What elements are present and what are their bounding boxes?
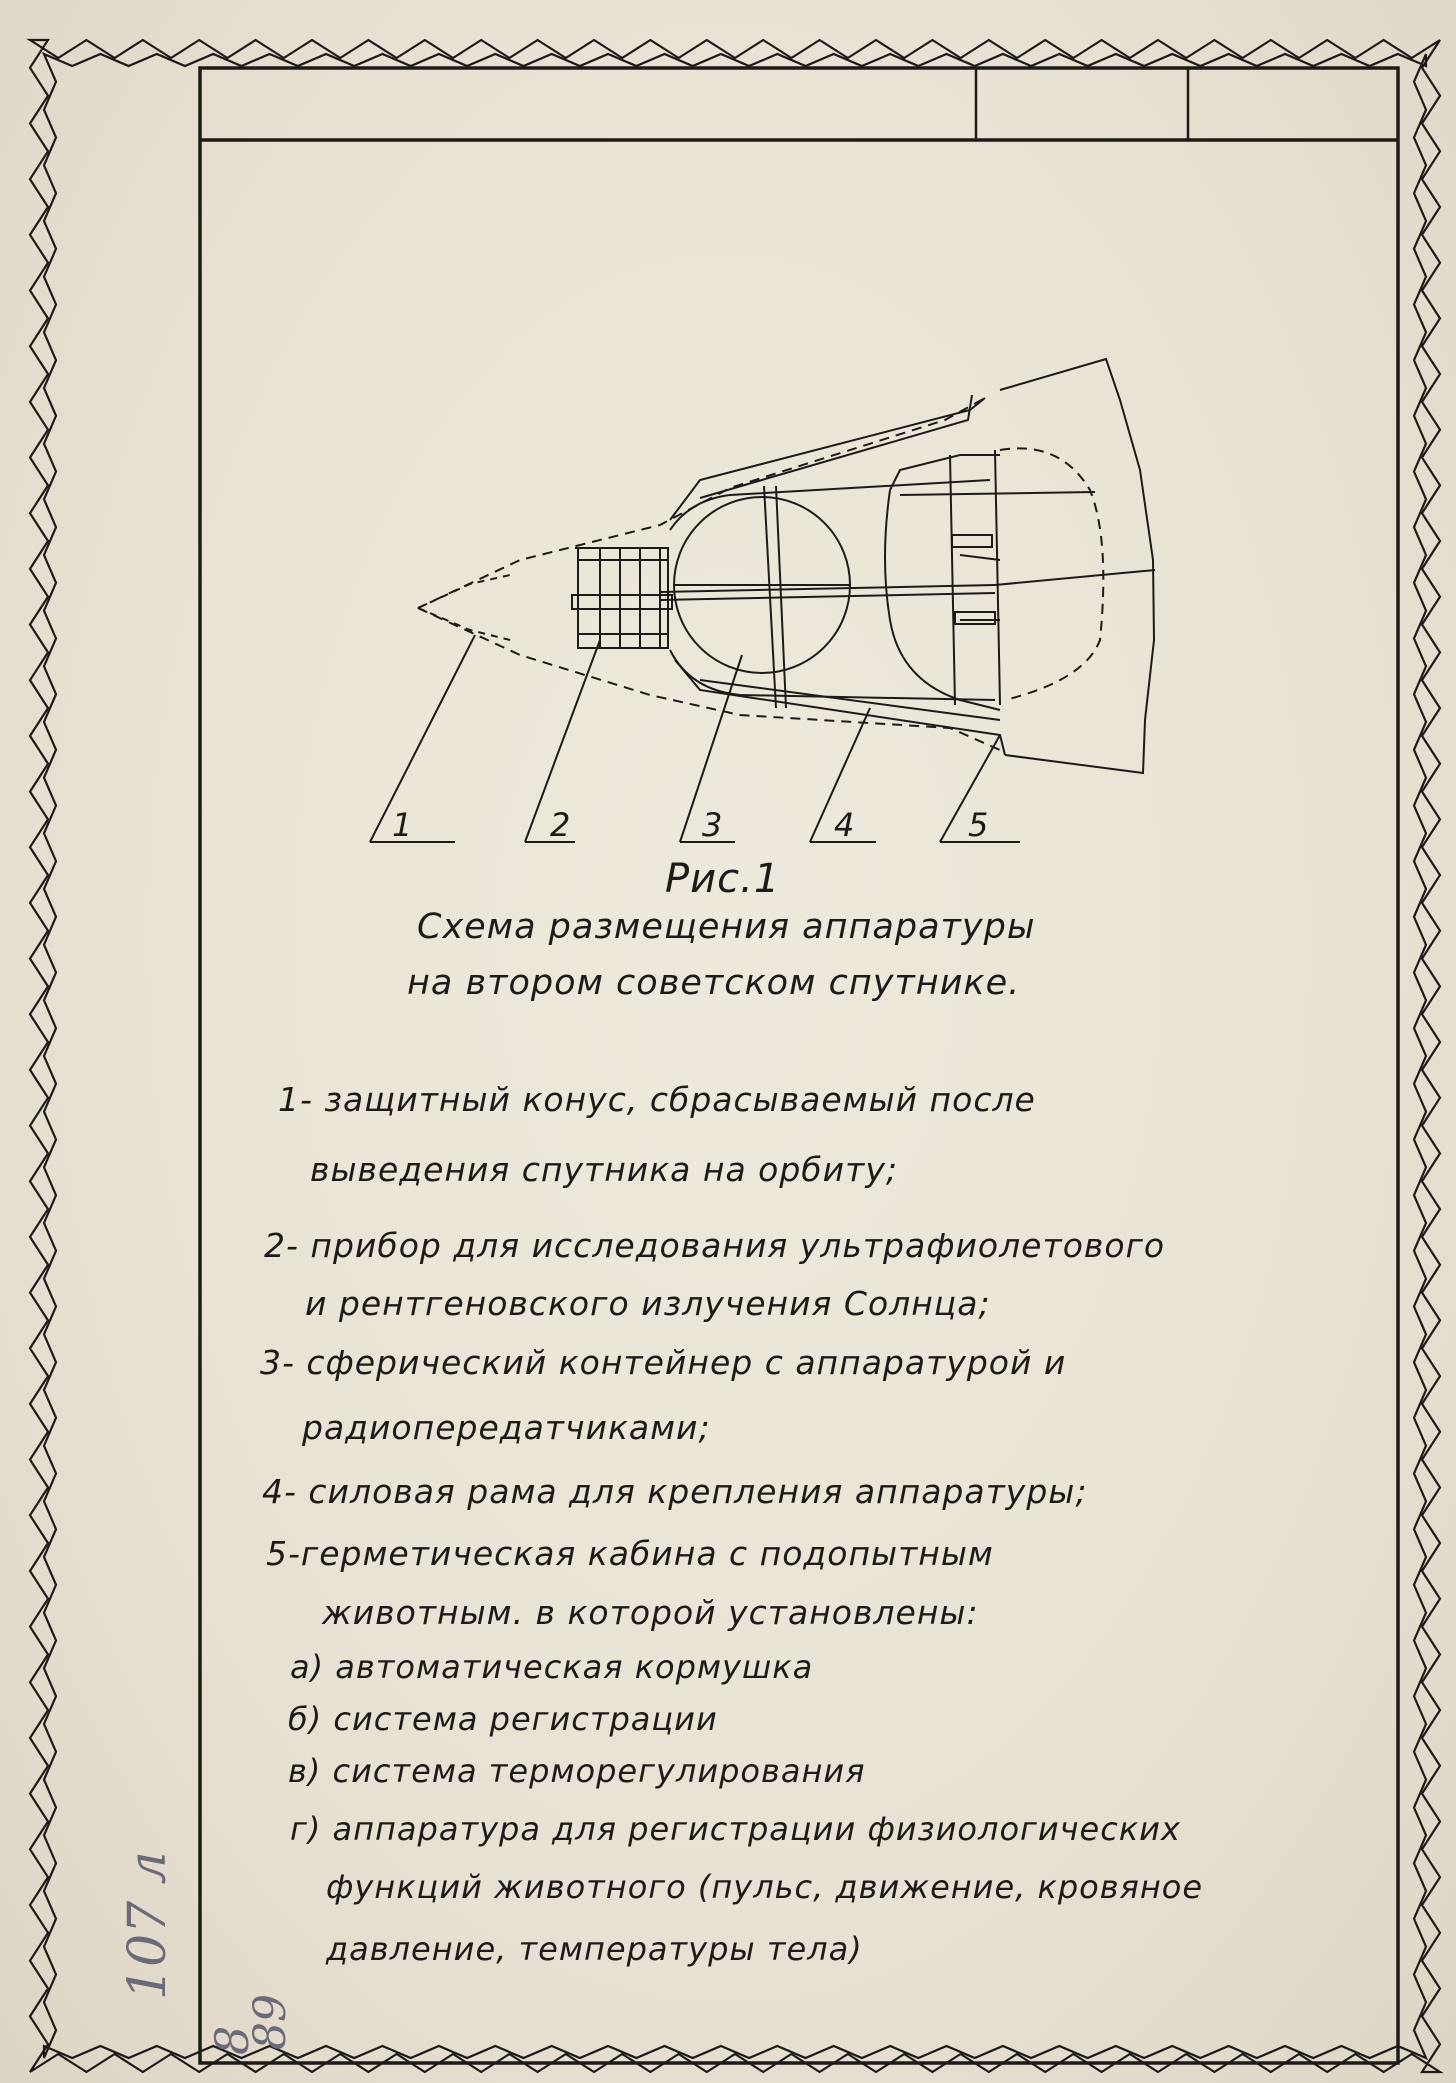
uv-instrument xyxy=(572,548,672,648)
margin-note-2: 8 xyxy=(205,2025,259,2055)
callout-3: 3 xyxy=(702,806,724,844)
legend-line-7: 4- силовая рама для крепления аппаратуры; xyxy=(262,1472,1088,1511)
pressure-cabin xyxy=(885,448,1103,710)
figure-title: Рис.1 xyxy=(665,856,781,902)
power-frame xyxy=(660,480,1155,708)
figure-caption-line1: Схема размещения аппаратуры xyxy=(417,907,1036,947)
legend-line-8: 5-герметическая кабина с подопытным xyxy=(266,1534,994,1573)
legend-line-4: и рентгеновского излучения Солнца; xyxy=(305,1284,991,1323)
sub-item-d: г) аппаратура для регистрации физиологических xyxy=(290,1810,1181,1848)
figure-caption-line2: на втором советском спутнике. xyxy=(407,963,1021,1003)
callout-2: 2 xyxy=(550,806,572,844)
callout-5: 5 xyxy=(968,806,990,844)
legend-line-5: 3- сферический контейнер с аппаратурой и xyxy=(260,1343,1067,1382)
satellite-diagram xyxy=(370,359,1155,842)
callout-4: 4 xyxy=(834,806,856,844)
margin-note-sheet-count: 107 л xyxy=(118,1851,178,2000)
sub-item-d-cont2: давление, температуры тела) xyxy=(326,1930,863,1968)
sub-item-b: б) система регистрации xyxy=(288,1700,718,1738)
sub-item-c: в) система терморегулирования xyxy=(288,1752,866,1790)
frame-top xyxy=(670,398,985,520)
sub-item-a: а) автоматическая кормушка xyxy=(290,1648,814,1686)
leader-lines xyxy=(370,635,1020,842)
callout-1: 1 xyxy=(392,806,414,844)
legend-line-9: животным. в которой установлены: xyxy=(322,1593,979,1632)
legend-line-1: 1- защитный конус, сбрасываемый после xyxy=(278,1080,1036,1119)
margin-note-3: 89 xyxy=(245,1994,296,2050)
legend-line-3: 2- прибор для исследования ультрафиолетового xyxy=(264,1226,1166,1265)
cabin-outline xyxy=(1000,359,1154,773)
legend-line-6: радиопередатчиками; xyxy=(302,1408,711,1447)
sub-item-d-cont1: функций животного (пульс, движение, кровяное xyxy=(326,1868,1204,1906)
legend-line-2: выведения спутника на орбиту; xyxy=(310,1150,898,1189)
